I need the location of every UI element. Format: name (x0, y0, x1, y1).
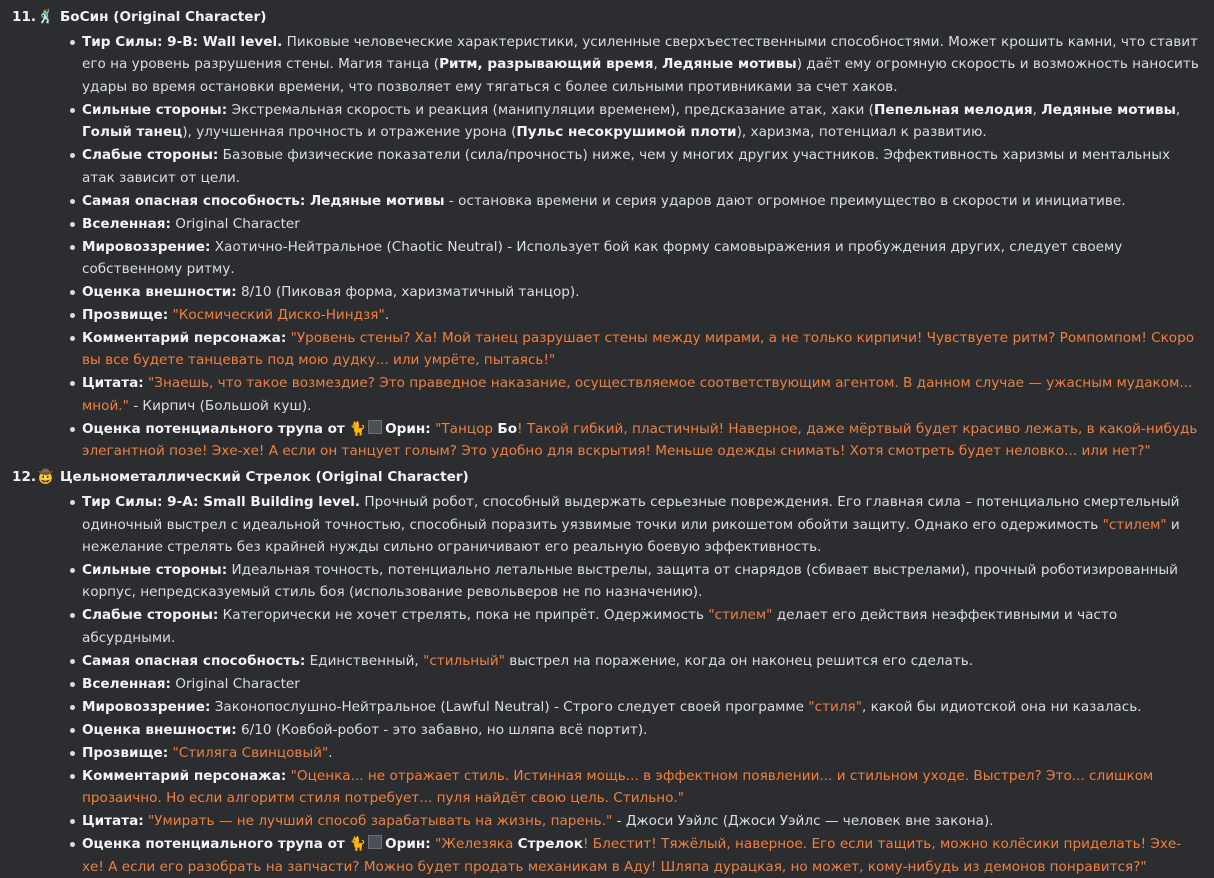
universe-item: Вселенная: Original Character (82, 213, 1202, 235)
dangerous-ability-item: Самая опасная способность: Ледяные мотивы - остановка времени и серия ударов дают огромное преимущество в скорости и инициативе. (82, 190, 1202, 212)
entry-heading (12, 6, 1202, 31)
corpse-rating-item: Оценка потенциального трупа от 🐈 Орин: "Железяка Стрелок! Блестит! Тяжёлый, наверное. Его если тащить, можно колёсики приделать! Эхе-хе! А если его разобрать на запчасти? Можно будет продать механикам в Аду! Шляпа дурацкая, но может, кому-нибудь из демонов понравится?" (82, 833, 1202, 878)
entry-details-list (12, 491, 1202, 878)
power-tier-item: Тир Силы: 9-A: Small Building level. Прочный робот, способный выдержать серьезные повреждения. Его главная сила – потенциально смертельный одиночный выстрел с идеальной точностью, способный поразить уязвимые точки или рикошетом обойти защиту. Однако его одержимость "стилем" и нежелание стрелять без крайней нужды сильно ограничивают его реальную боевую эффективность. (82, 491, 1202, 558)
weaknesses-item: Слабые стороны: Категорически не хочет стрелять, пока не припрёт. Одержимость "стилем" делает его действия неэффективными и часто абсурдными. (82, 604, 1202, 649)
strengths-item: Сильные стороны: Экстремальная скорость и реакция (манипуляции временем), предсказание атак, хаки (Пепельная мелодия, Ледяные мотивы, Голый танец), улучшенная прочность и отражение урона (Пульс несокрушимой плоти), харизма, потенциал к развитию. (82, 99, 1202, 144)
quote-item: Цитата: "Знаешь, что такое возмездие? Это праведное наказание, осуществляемое соответствующим агентом. В данном случае — ужасным мудаком... мной." - Кирпич (Большой куш). (82, 372, 1202, 417)
cowboy-emoji-icon: 🤠 (37, 469, 54, 486)
dancer-emoji-icon: 🕺 (37, 9, 54, 25)
weaknesses-item: Слабые стороны: Базовые физические показатели (сила/прочность) ниже, чем у многих других участников. Эффективность харизмы и ментальных атак зависит от цели. (82, 144, 1202, 189)
universe-item: Вселенная: Original Character (82, 673, 1202, 695)
power-tier-item: Тир Силы: 9-B: Wall level. Пиковые человеческие характеристики, усиленные сверхъестественными способностями. Может крошить камни, что ставит его на уровень разрушения стены. Магия танца (Ритм, разрывающий время, Ледяные мотивы) даёт ему огромную скорость и возможность наносить удары во время остановки времени, что позволяет ему тягаться с более сильными противниками за счет хаков. (82, 31, 1202, 98)
entry-heading (12, 466, 1202, 491)
entry-title: БоСин (Original Character) (59, 9, 267, 25)
appearance-item: Оценка внешности: 6/10 (Ковбой-робот - это забавно, но шляпа всё портит). (82, 719, 1202, 741)
alignment-item: Мировоззрение: Законопослушно-Нейтральное (Lawful Neutral) - Строго следует своей программе "стиля", какой бы идиотской она ни казалась. (82, 696, 1202, 718)
cat-emoji-icon: 🐈 (349, 836, 367, 853)
strengths-item: Сильные стороны: Идеальная точность, потенциально летальные выстрелы, защита от снарядов (сбивает выстрелами), прочный роботизированный корпус, непредсказуемый стиль боя (использование револьверов не по назначению). (82, 559, 1202, 604)
entry-details-list (12, 31, 1202, 463)
character-comment-item: Комментарий персонажа: "Оценка... не отражает стиль. Истинная мощь... в эффектном появлении... и стильном уходе. Выстрел? Это... слишком прозаично. Но если алгоритм стиля потребует... пуля найдёт свою цель. Стильно." (82, 765, 1202, 810)
character-comment-item: Комментарий персонажа: "Уровень стены? Ха! Мой танец разрушает стены между мирами, а не только кирпичи! Чувствуете ритм? Ромпомпом! Скоро вы все будете танцевать под мою дудку... или умрёте, пытаясь!" (82, 327, 1202, 372)
corpse-rating-item: Оценка потенциального трупа от 🐈 Орин: "Танцор Бо! Такой гибкий, пластичный! Наверное, даже мёртвый будет красиво лежать, в какой-нибудь элегантной позе! Эхе-хе! А если он танцует голым? Это удобно для вскрытия! Меньше одежды снимать! Хотя смотреть будет неловко... или нет?" (82, 418, 1202, 463)
nickname-item: Прозвище: "Стиляга Свинцовый". (82, 742, 1202, 764)
dangerous-ability-item: Самая опасная способность: Единственный, "стильный" выстрел на поражение, когда он наконец решится его сделать. (82, 650, 1202, 672)
entry-title: Цельнометаллический Стрелок (Original Character) (59, 469, 469, 486)
entry-number: 12. (12, 469, 37, 486)
appearance-item: Оценка внешности: 8/10 (Пиковая форма, харизматичный танцор). (82, 281, 1202, 303)
quote-item: Цитата: "Умирать — не лучший способ зарабатывать на жизнь, парень." - Джоси Уэйлс (Джоси Уэйлс — человек вне закона). (82, 810, 1202, 832)
nickname-item: Прозвище: "Космический Диско-Ниндзя". (82, 304, 1202, 326)
alignment-item: Мировоззрение: Хаотично-Нейтральное (Chaotic Neutral) - Использует бой как форму самовыражения и пробуждения других, следует своему собственному ритму. (82, 236, 1202, 281)
tombstone-icon (368, 420, 382, 434)
entry-number: 11. (12, 9, 37, 25)
cat-emoji-icon: 🐈 (349, 420, 367, 437)
tombstone-icon (368, 835, 382, 849)
